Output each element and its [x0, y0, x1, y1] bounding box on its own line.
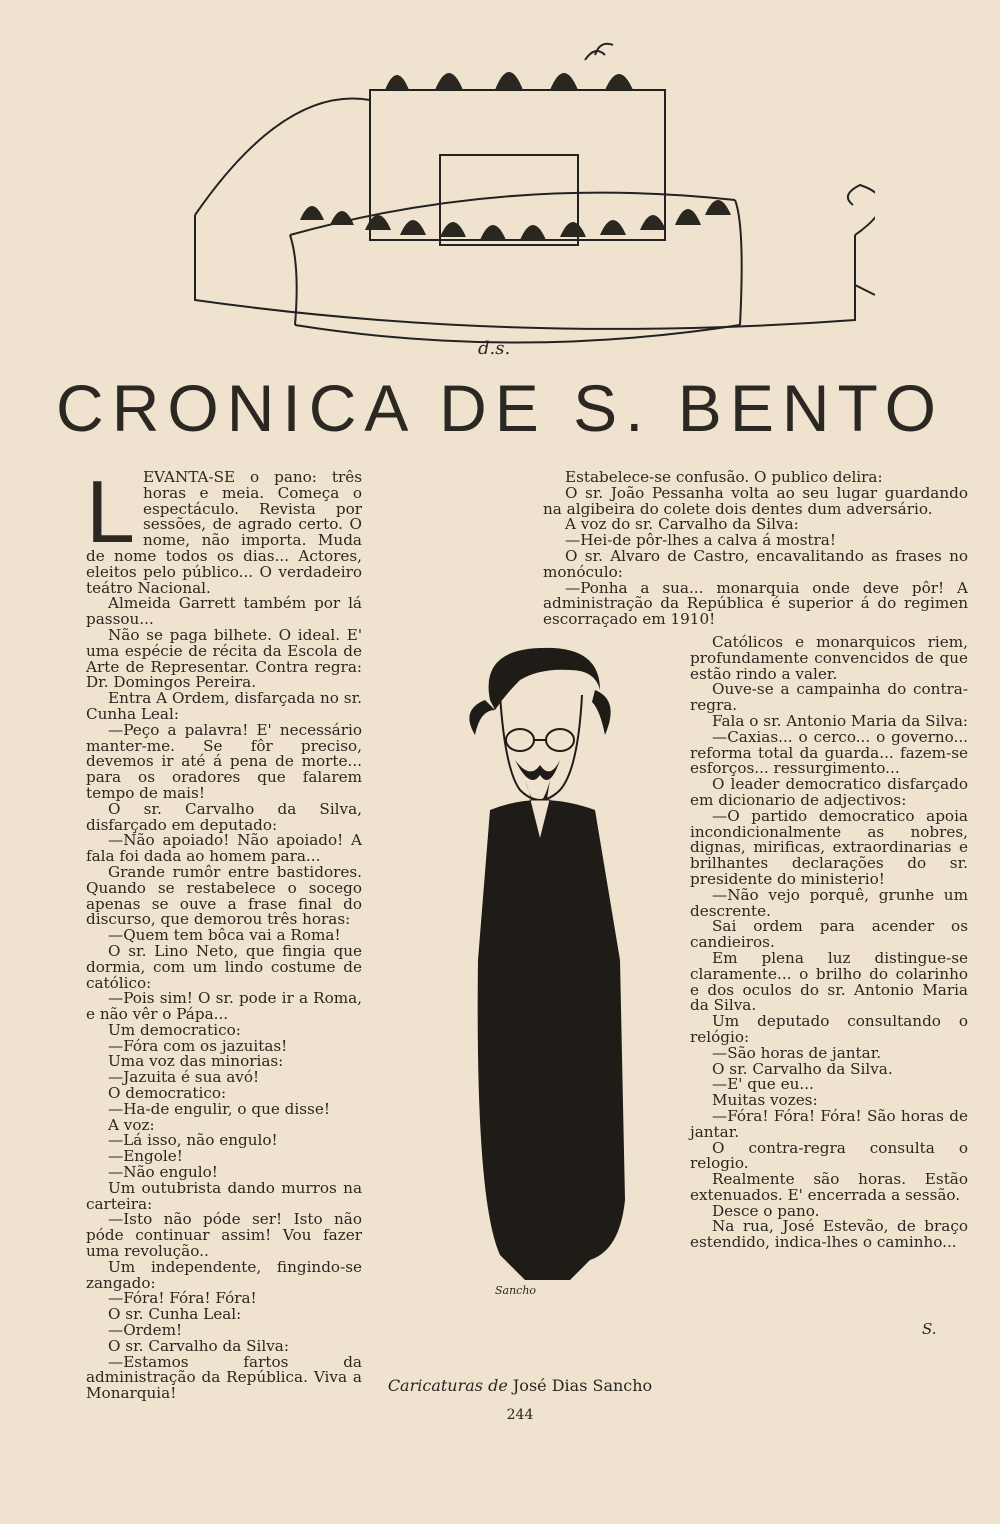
paragraph: —Caxias... o cerco... o governo... reforma total da guarda... fazem-se esforços... ressurgimento... [690, 727, 968, 778]
page-number: 244 [506, 1407, 534, 1423]
paragraph: Um democratico: [108, 1020, 241, 1039]
paragraph: A voz: [108, 1115, 155, 1134]
article-signature: S. [922, 1320, 937, 1338]
text-column-right-top [543, 470, 968, 628]
paragraph: —Ha-de engulir, o que disse! [108, 1099, 330, 1118]
paragraph: —E' que eu... [712, 1075, 814, 1094]
paragraph: —Quem tem bôca vai a Roma! [108, 926, 341, 945]
paragraph: Não se paga bilhete. O ideal. E' uma espécie de récita da Escola de Arte de Representar. Contra regra: Dr. Domingos Pereira. [86, 625, 362, 692]
paragraph: O democratico: [108, 1084, 227, 1103]
parliament-chamber-illustration [185, 25, 875, 365]
paragraph: Em plena luz distingue-se claramente... o brilho do colarinho e dos oculos do sr. Antonio Maria da Silva. [690, 948, 968, 1015]
paragraph: —Estamos fartos da administração da República. Viva a Monarquia! [86, 1352, 362, 1403]
caricaturist-signature: Sancho [495, 1284, 537, 1297]
paragraph: —Isto não póde ser! Isto não póde continuar assim! Vou fazer uma revolução.. [86, 1210, 362, 1261]
paragraph: —São horas de jantar. [712, 1043, 882, 1062]
paragraph: Desce o pano. [712, 1201, 820, 1220]
paragraph: Estabelece-se confusão. O publico delira: [565, 468, 883, 486]
paragraph: —Lá isso, não engulo! [108, 1131, 278, 1150]
paragraph: —O partido democratico apoia incondicionalmente as nobres, dignas, mirificas, extraordinarias e brilhantes declarações do sr. presidente do ministerio! [690, 806, 968, 888]
drop-cap: L [86, 462, 135, 561]
paragraph: Fala o sr. Antonio Maria da Silva: [712, 711, 968, 730]
paragraph: EVANTA-SE o pano: três horas e meia. Começa o espectáculo. Revista por sessões, de agrado certo. O nome, não importa. Muda de nome todos os dias... Actores, eleitos pelo público... O verdadeiro teátro Nacional. [86, 468, 362, 597]
paragraph: Entra A Ordem, disfarçada no sr. Cunha Leal: [86, 689, 362, 723]
caricature-figure [420, 640, 680, 1310]
caption [0, 1376, 1000, 1395]
paragraph: Um outubrista dando murros na carteira: [86, 1178, 362, 1213]
caption-author: José Dias Sancho [512, 1376, 653, 1395]
paragraph: O sr. Lino Neto, que fingia que dormia, com um lindo costume de católico: [86, 941, 362, 992]
paragraph: Um deputado consultando o relógio: [690, 1012, 968, 1046]
paragraph: —Jazuita é sua avó! [108, 1068, 260, 1087]
paragraph: Um independente, fingindo-se zangado: [86, 1257, 362, 1292]
paragraph: —Não engulo! [108, 1163, 218, 1182]
paragraph: O leader democratico disfarçado em dicionario de adjectivos: [690, 775, 968, 809]
paragraph: —Ordem! [108, 1321, 183, 1340]
illustrator-initials: d.s. [478, 338, 511, 359]
paragraph: O sr. Carvalho da Silva, disfarçado em deputado: [86, 799, 362, 834]
paragraph: —Não apoiado! Não apoiado! A fala foi dada ao homem para... [86, 831, 362, 866]
paragraph: —Engole! [108, 1147, 183, 1166]
paragraph: —Fóra! Fóra! Fóra! São horas de jantar. [690, 1106, 968, 1141]
paragraph: —Fóra com os jazuitas! [108, 1036, 288, 1055]
paragraph: O sr. Carvalho da Silva: [108, 1336, 289, 1355]
paragraph: —Fóra! Fóra! Fóra! [108, 1289, 257, 1308]
paragraph: O sr. Carvalho da Silva. [712, 1059, 893, 1078]
paragraph: O sr. Alvaro de Castro, encavalitando as frases no monóculo: [543, 546, 968, 581]
paragraph: Almeida Garrett também por lá passou... [86, 594, 362, 629]
paragraph: —Hei-de pôr-lhes a calva á mostra! [565, 531, 836, 550]
text-column-left [86, 462, 362, 1403]
paragraph: O sr. João Pessanha volta ao seu lugar guardando na algibeira do colete dois dentes dum adversário. [543, 483, 968, 518]
paragraph: O contra-regra consulta o relogio. [690, 1138, 968, 1173]
paragraph: O sr. Cunha Leal: [108, 1305, 242, 1324]
paragraph: A voz do sr. Carvalho da Silva: [565, 515, 799, 534]
paragraph: —Não vejo porquê, grunhe um descrente. [690, 885, 968, 920]
paragraph: Muitas vozes: [712, 1091, 818, 1110]
paragraph: —Pois sim! O sr. pode ir a Roma, e não vêr o Pápa... [86, 989, 362, 1024]
paragraph: Uma voz das minorias: [108, 1052, 284, 1071]
page-title: CRONICA DE S. BENTO [56, 371, 944, 445]
text-column-right [690, 635, 968, 1251]
paragraph: Na rua, José Estevão, de braço estendido, indica-lhes o caminho... [690, 1217, 968, 1252]
paragraph: —Peço a palavra! E' necessário manter-me. Se fôr preciso, devemos ir até á pena de morte... para os oradores que falarem tempo de mais! [86, 720, 362, 802]
paragraph: Realmente são horas. Estão extenuados. E' encerrada a sessão. [690, 1170, 968, 1204]
paragraph: Católicos e monarquicos riem, profundamente convencidos de que estão rindo a valer. [690, 633, 968, 683]
paragraph: —Ponha a sua... monarquia onde deve pôr! A administração da República é superior á do regimen escorraçado em 1910! [543, 578, 968, 629]
paragraph: Grande rumôr entre bastidores. Quando se restabelece o socego apenas se ouve a frase final do discurso, que demorou três horas: [86, 862, 362, 929]
caption-prefix: Caricaturas de [387, 1376, 508, 1395]
paragraph: Sai ordem para acender os candieiros. [690, 917, 968, 952]
paragraph: Ouve-se a campainha do contra-regra. [690, 680, 968, 715]
